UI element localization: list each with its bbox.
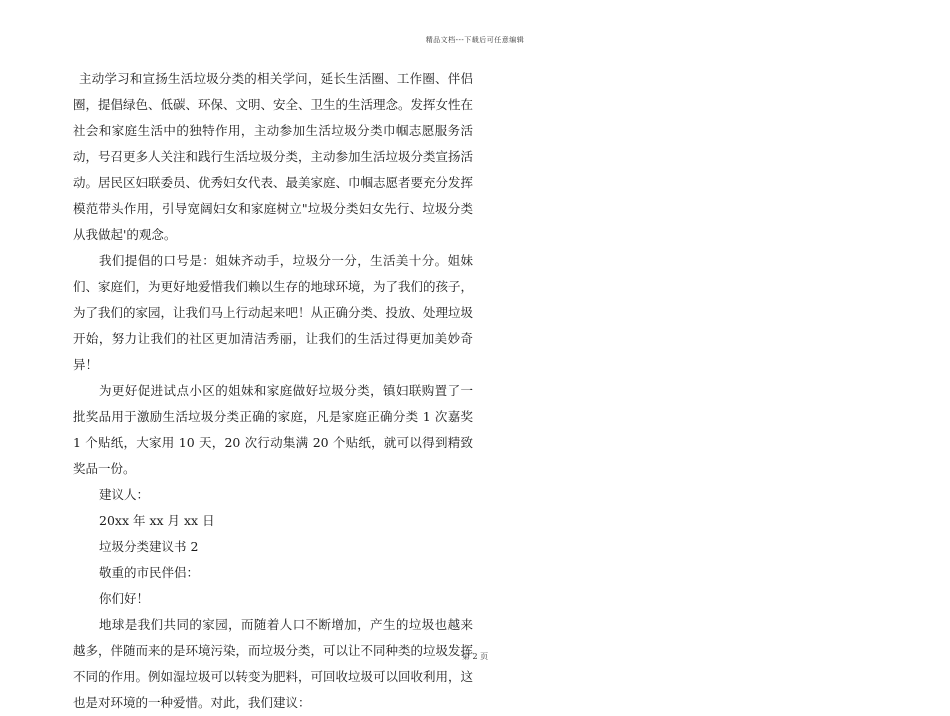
paragraph-4: 地球是我们共同的家园，而随着人口不断增加，产生的垃圾也越来越多，伴随而来的是环境污染，而垃圾分类，可以让不同种类的垃圾发挥不同的作用。例如湿垃圾可以转变为肥料，可回收垃圾可以回收利用，这也是对环境的一种爱惜。对此，我们建议： <box>73 617 474 710</box>
paragraph-2: 我们提倡的口号是：姐妹齐动手，垃圾分一分，生活美十分。姐妹们、家庭们，为更好地爱惜我们赖以生存的地球环境，为了我们的孩子，为了我们的家园，让我们马上行动起来吧！从正确分类、投放、处理垃圾开始，努力让我们的社区更加清洁秀丽，让我们的生活过得更加美妙奇异！ <box>73 253 474 372</box>
date-line: 20xx 年 xx 月 xx 日 <box>99 513 215 528</box>
salutation-line: 敬重的市民伴侣： <box>99 565 200 580</box>
signer-line: 建议人： <box>99 487 150 502</box>
page-number: 第 2 页 <box>461 652 489 661</box>
page-header-note: 精品文档---下载后可任意编辑 <box>425 36 525 44</box>
paragraph-3: 为更好促进试点小区的姐妹和家庭做好垃圾分类，镇妇联购置了一批奖品用于激励生活垃圾分类正确的家庭，凡是家庭正确分类 1 次嘉奖 1 个贴纸，大家用 10 天，20 次行动集满 20 个贴纸，就可以得到精致奖品一份。 <box>73 383 473 476</box>
document-body <box>73 66 473 716</box>
paragraph-1: 主动学习和宣扬生活垃圾分类的相关学问，延长生活圈、工作圈、伴侣圈，提倡绿色、低碳、环保、文明、安全、卫生的生活理念。发挥女性在社会和家庭生活中的独特作用，主动参加生活垃圾分类巾帼志愿服务活动，号召更多人关注和践行生活垃圾分类，主动参加生活垃圾分类宣扬活动。居民区妇联委员、优秀妇女代表、最美家庭、巾帼志愿者要充分发挥模范带头作用，引导宽阔妇女和家庭树立"垃圾分类妇女先行、垃圾分类从我做起'的观念。 <box>73 71 474 242</box>
section-title: 垃圾分类建议书 2 <box>99 539 199 554</box>
greeting-line: 你们好！ <box>99 591 150 606</box>
